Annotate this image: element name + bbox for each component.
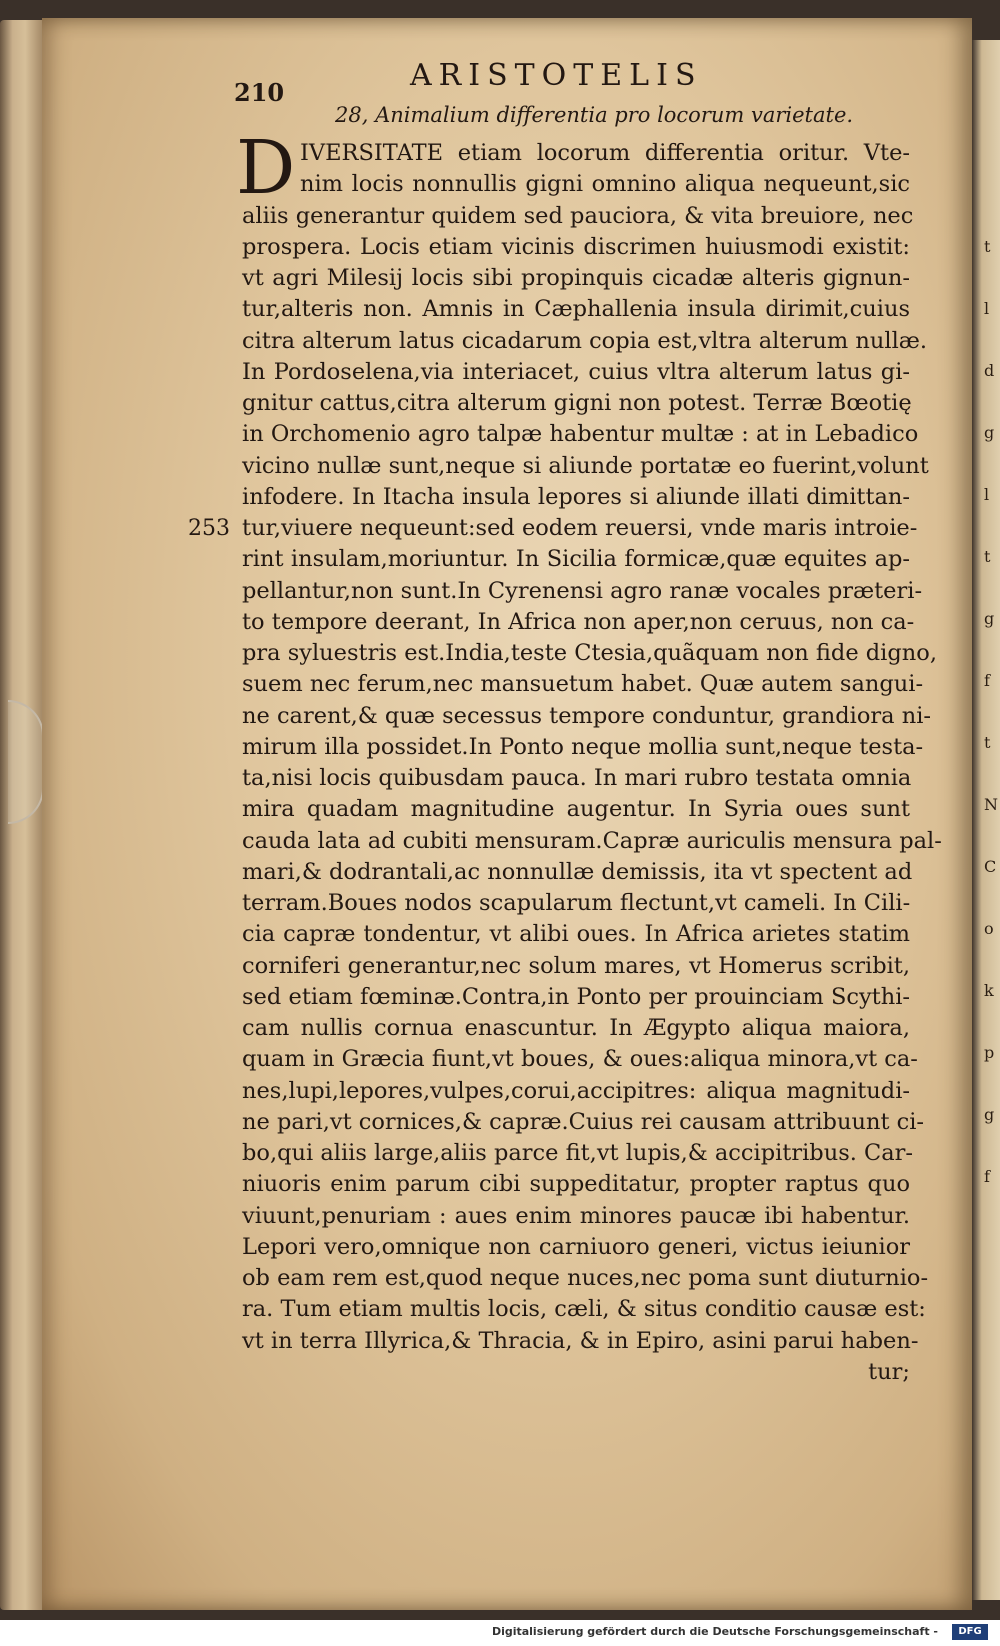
text-line: bo,qui aliis large,aliis parce fit,vt lupis,& accipitribus. Car- — [242, 1140, 914, 1166]
facing-page-fragment: f — [984, 1167, 990, 1186]
text-line: niuoris enim parum cibi suppeditatur, propter raptus quo — [242, 1171, 910, 1198]
text-line: mirum illa possidet.In Ponto neque mollia sunt,neque testa- — [242, 733, 924, 760]
text-line: ta,nisi locis quibusdam pauca. In mari rubro testata omnia — [242, 765, 912, 791]
text-line: viuunt,penuriam : aues enim minores paucæ ibi habentur. — [242, 1202, 910, 1229]
facing-page-edge — [972, 40, 1000, 1600]
text-line: ob eam rem est,quod neque nuces,nec poma sunt diuturnio- — [242, 1265, 929, 1291]
text-line: aliis generantur quidem sed pauciora, & vita breuiore, nec — [242, 202, 914, 229]
text-line: tur,alteris non. Amnis in Cæphallenia insula dirimit,cuius — [242, 296, 910, 323]
drop-cap: D — [236, 125, 296, 211]
text-line: corniferi generantur,nec solum mares, vt Homerus scribit, — [242, 952, 910, 979]
text-line: to tempore deerant, In Africa non aper,non ceruus, non ca- — [242, 608, 915, 635]
text-line: mira quadam magnitudine augentur. In Syria oues sunt — [242, 796, 910, 823]
running-head: ARISTOTELIS — [410, 58, 703, 93]
text-line: vt agri Milesij locis sibi propinquis cicadæ alteris gignun- — [242, 265, 910, 291]
facing-page-fragment: g — [984, 423, 995, 442]
text-line: cam nullis cornua enascuntur. In Ægypto aliqua maiora, — [242, 1015, 910, 1041]
body-text — [242, 138, 942, 1388]
text-line: vt in terra Illyrica,& Thracia, & in Epiro, asini parui haben- — [242, 1327, 919, 1354]
facing-page-fragment: t — [984, 547, 991, 566]
facing-page-fragment: g — [984, 1105, 995, 1124]
facing-page-fragment: l — [984, 299, 990, 318]
margin-reference-number: 253 — [188, 516, 230, 541]
text-line: ra. Tum etiam multis locis, cæli, & situs conditio causæ est: — [242, 1296, 926, 1323]
facing-page-fragment: o — [984, 919, 994, 938]
dfg-logo: DFG — [952, 1624, 988, 1640]
text-line: tur,viuere nequeunt:sed eodem reuersi, vnde maris introie- — [242, 515, 918, 541]
text-line: quam in Græcia fiunt,vt boues, & oues:aliqua minora,vt ca- — [242, 1046, 918, 1073]
text-line: gnitur cattus,citra alterum gigni non potest. Terræ Bœotię — [242, 390, 912, 416]
page-number: 210 — [234, 78, 285, 107]
funding-notice: Digitalisierung gefördert durch die Deutsche Forschungsgemeinschaft - — [491, 1625, 938, 1638]
facing-page-fragment: k — [984, 981, 994, 1000]
text-line: vicino nullæ sunt,neque si aliunde portatæ eo fuerint,volunt — [242, 452, 929, 479]
facing-page-fragment: N — [984, 795, 998, 814]
text-line: ne pari,vt cornices,& capræ.Cuius rei causam attribuunt ci- — [242, 1108, 925, 1135]
text-line: terram.Boues nodos scapularum flectunt,vt cameli. In Cili- — [242, 890, 911, 916]
chapter-heading: 28, Animalium differentia pro locorum varietate. — [335, 103, 854, 127]
facing-page-fragment: g — [984, 609, 995, 628]
text-line: pellantur,non sunt.In Cyrenensi agro ranæ vocales præteri- — [242, 577, 923, 604]
facing-page-fragment: C — [984, 857, 997, 876]
text-line: rint insulam,moriuntur. In Sicilia formicæ,quæ equites ap- — [242, 546, 910, 573]
facing-page-fragment: d — [984, 361, 995, 380]
text-line: cauda lata ad cubiti mensuram.Capræ auriculis mensura pal- — [242, 827, 942, 854]
text-line: prospera. Locis etiam vicinis discrimen huiusmodi existit: — [242, 233, 910, 260]
text-line: nim locis nonnullis gigni omnino aliqua nequeunt,sic — [300, 171, 910, 198]
text-line: suem nec ferum,nec mansuetum habet. Quæ autem sangui- — [242, 671, 924, 698]
text-line: nes,lupi,lepores,vulpes,corui,accipitres: aliqua magnitudi- — [242, 1077, 910, 1104]
facing-page-fragment: t — [984, 237, 991, 256]
text-line: citra alterum latus cicadarum copia est,vltra alterum nullæ. — [242, 327, 928, 354]
text-line: Lepori vero,omnique non carniuoro generi, victus ieiunior — [242, 1233, 910, 1260]
facing-page-fragment: l — [984, 485, 990, 504]
facing-page-fragment: f — [984, 671, 990, 690]
text-line: tur; — [868, 1358, 910, 1385]
facing-page-fragment: t — [984, 733, 991, 752]
text-line: in Orchomenio agro talpæ habentur multæ : at in Lebadico — [242, 421, 919, 448]
text-line: pra syluestris est.India,teste Ctesia,quãquam non fide digno, — [242, 640, 937, 666]
text-line: ne carent,& quæ secessus tempore conduntur, grandiora ni- — [242, 702, 931, 729]
text-line: In Pordoselena,via interiacet, cuius vltra alterum latus gi- — [242, 358, 910, 385]
text-line: mari,& dodrantali,ac nonnullæ demissis, ita vt spectent ad — [242, 858, 913, 885]
bookmark-clip — [8, 700, 44, 824]
facing-page-fragment: p — [984, 1043, 995, 1062]
text-line: cia capræ tondentur, vt alibi oues. In Africa arietes statim — [242, 921, 910, 948]
text-line: sed etiam fœminæ.Contra,in Ponto per prouinciam Scythi- — [242, 983, 910, 1010]
text-line: IVERSITATE etiam locorum differentia oritur. Vte- — [300, 140, 910, 166]
text-line: infodere. In Itacha insula lepores si aliunde illati dimittan- — [242, 483, 910, 510]
